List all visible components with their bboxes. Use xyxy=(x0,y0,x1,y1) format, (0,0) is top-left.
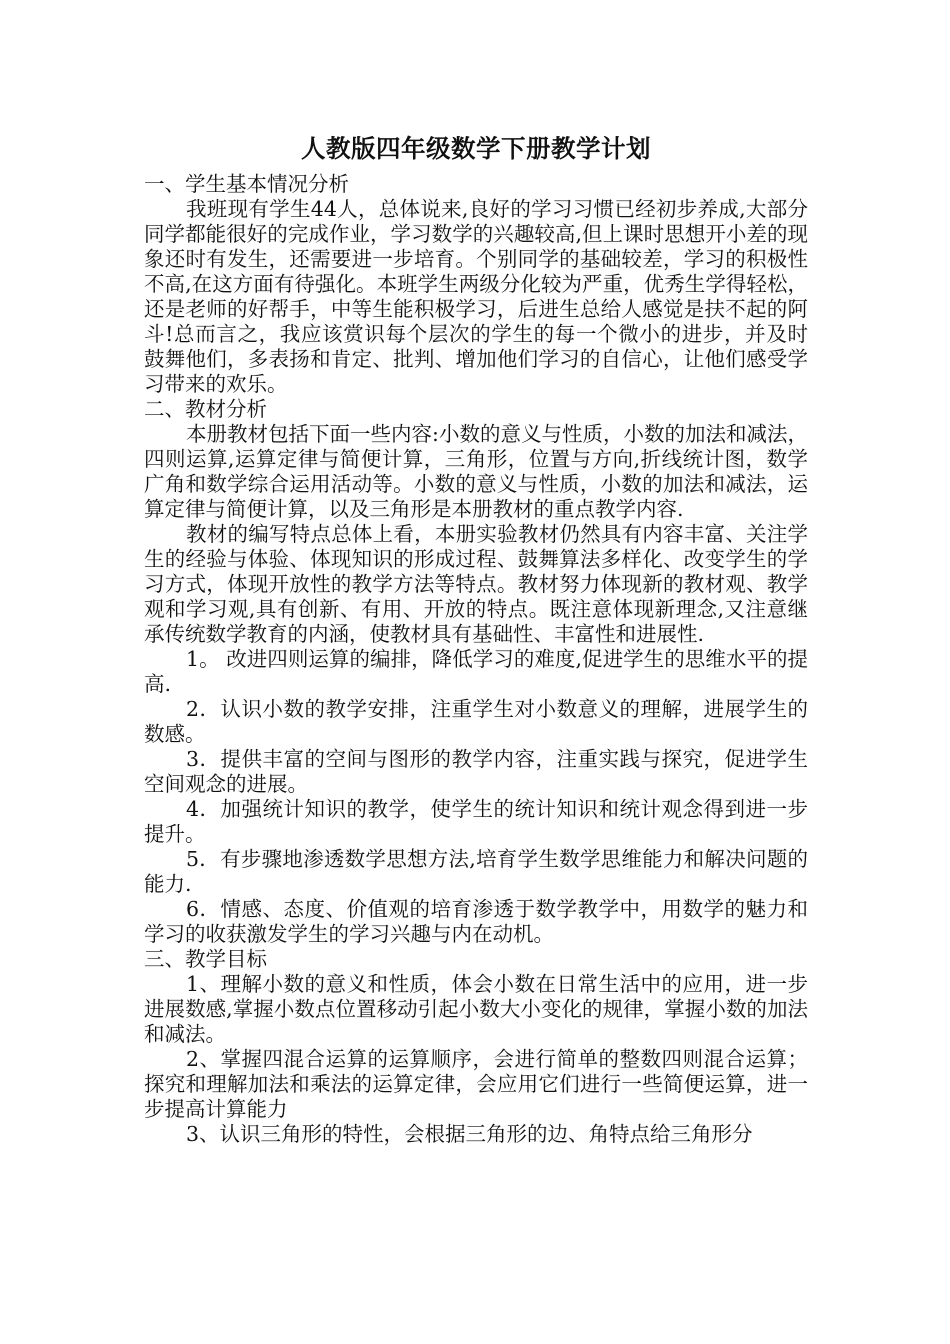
list-item: 6．情感、态度、价值观的培育渗透于数学教学中，用数学的魅力和学习的收获激发学生的学习兴趣与内在动机。 xyxy=(144,897,808,946)
paragraph: 教材的编写特点总体上看，本册实验教材仍然具有内容丰富、关注学生的经验与体验、体现知识的形成过程、鼓舞算法多样化、改变学生的学习方式，体现开放性的教学方法等特点。教材努力体现新的教材观、教学观和学习观,具有创新、有用、开放的特点。既注意体现新理念,又注意继承传统数学教育的内涵，使教材具有基础性、丰富性和进展性. xyxy=(144,522,808,646)
list-item: 4．加强统计知识的教学，使学生的统计知识和统计观念得到进一步提升。 xyxy=(144,797,808,846)
paragraph: 我班现有学生44人，总体说来,良好的学习习惯已经初步养成,大部分同学都能很好的完成作业，学习数学的兴趣较高,但上课时思想开小差的现象还时有发生，还需要进一步培育。个别同学的基础较差，学习的积极性不高,在这方面有待强化。本班学生两级分化较为严重，优秀生学得轻松，还是老师的好帮手，中等生能积极学习，后进生总给人感觉是扶不起的阿斗!总而言之，我应该赏识每个层次的学生的每一个微小的进步，并及时鼓舞他们，多表扬和肯定、批判、增加他们学习的自信心，让他们感受学习带来的欢乐。 xyxy=(144,197,808,396)
list-item: 2、掌握四混合运算的运算顺序，会进行简单的整数四则混合运算；探究和理解加法和乘法的运算定律，会应用它们进行一些简便运算，进一步提高计算能力 xyxy=(144,1047,808,1121)
list-item: 3、认识三角形的特性，会根据三角形的边、角特点给三角形分 xyxy=(186,1122,753,1146)
list-item: 1、理解小数的意义和性质，体会小数在日常生活中的应用，进一步进展数感,掌握小数点位置移动引起小数大小变化的规律，掌握小数的加法和减法。 xyxy=(144,972,808,1046)
section-heading-student-analysis: 一、学生基本情况分析 xyxy=(144,172,349,196)
list-item: 5．有步骤地渗透数学思想方法,培育学生数学思维能力和解决问题的能力. xyxy=(144,847,808,896)
section-heading-textbook-analysis: 二、教材分析 xyxy=(144,397,267,421)
list-item: 1。 改进四则运算的编排，降低学习的难度,促进学生的思维水平的提高. xyxy=(144,647,808,696)
document-page xyxy=(144,130,808,1147)
document-title: 人教版四年级数学下册教学计划 xyxy=(301,134,651,163)
list-item: 2．认识小数的教学安排，注重学生对小数意义的理解，进展学生的数感。 xyxy=(144,697,808,746)
list-item: 3．提供丰富的空间与图形的教学内容，注重实践与探究，促进学生空间观念的进展。 xyxy=(144,747,808,796)
section-heading-teaching-goals: 三、教学目标 xyxy=(144,947,267,971)
paragraph: 本册教材包括下面一些内容:小数的意义与性质，小数的加法和减法，四则运算,运算定律与简便计算，三角形，位置与方向,折线统计图，数学广角和数学综合运用活动等。小数的意义与性质，小数的加法和减法，运算定律与简便计算，以及三角形是本册教材的重点教学内容. xyxy=(144,422,808,521)
